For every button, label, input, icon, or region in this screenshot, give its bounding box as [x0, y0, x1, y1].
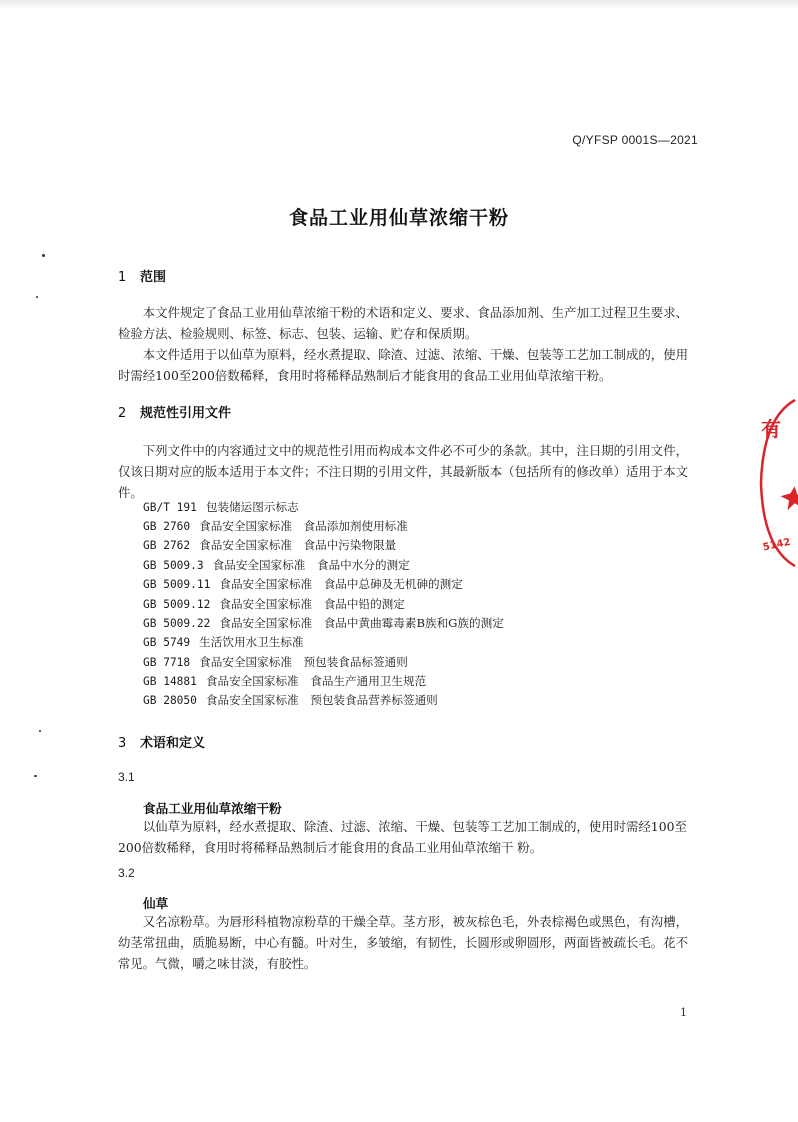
reference-title: 食品安全国家标准 食品中铅的测定: [219, 597, 405, 611]
section-title: 规范性引用文件: [140, 406, 232, 421]
reference-code: GB 2762: [143, 539, 191, 552]
section-1-paragraph-2: 本文件适用于以仙草为原料，经水煮提取、除渣、过滤、浓缩、干燥、包装等工艺加工制成的，使用时需经100至200倍数稀释，食用时将稀释品熟制后才能食用的食品工业用仙草浓缩干粉。: [118, 347, 688, 383]
section-2-heading: [118, 402, 231, 421]
term-number: 3.2: [118, 866, 135, 880]
section-number: 3: [118, 736, 127, 751]
reference-title: 食品安全国家标准 食品中水分的测定: [212, 558, 410, 572]
reference-title: 食品安全国家标准 预包装食品营养标签通则: [205, 693, 438, 707]
section-1-paragraph-1: 本文件规定了食品工业用仙草浓缩干粉的术语和定义、要求、食品添加剂、生产加工过程卫生要求、检验方法、检验规则、标签、标志、包装、运输、贮存和保质期。: [118, 305, 688, 341]
document-title: 食品工业用仙草浓缩干粉: [288, 207, 509, 229]
section-1-heading: [118, 266, 166, 285]
scan-speck: [39, 730, 41, 732]
reference-code: GB 28050: [143, 694, 197, 707]
section-title: 术语和定义: [140, 736, 206, 751]
reference-code: GB 5009.22: [143, 617, 211, 630]
section-number: 1: [118, 270, 127, 285]
reference-item: [143, 518, 408, 535]
reference-item: [143, 576, 463, 593]
reference-title: 食品安全国家标准 食品中污染物限量: [199, 538, 397, 552]
scan-speck: [36, 296, 38, 298]
seal-code: 5142: [762, 536, 792, 554]
reference-item: [143, 537, 396, 554]
reference-item: [143, 692, 438, 709]
reference-title: 食品安全国家标准 食品中总砷及无机砷的测定: [219, 577, 463, 591]
section-3-heading: [118, 732, 205, 751]
reference-title: 包装储运图示标志: [205, 500, 299, 514]
reference-code: GB 5749: [143, 636, 191, 649]
company-seal-stamp: [755, 398, 798, 568]
reference-code: GB 5009.11: [143, 578, 211, 591]
reference-title: 食品安全国家标准 预包装食品标签通则: [199, 655, 408, 669]
section-title: 范围: [140, 270, 167, 285]
reference-item: [143, 615, 504, 632]
reference-title: 食品安全国家标准 食品中黄曲霉毒素B族和G族的测定: [219, 616, 504, 630]
term-name: 食品工业用仙草浓缩干粉: [143, 801, 282, 816]
reference-code: GB 7718: [143, 656, 191, 669]
document-number: Q/YFSP 0001S—2021: [572, 133, 698, 147]
reference-code: GB 5009.3: [143, 559, 204, 572]
reference-item: [143, 673, 426, 690]
term-name: 仙草: [143, 896, 169, 911]
scan-speck: [34, 775, 37, 777]
reference-title: 生活饮用水卫生标准: [199, 635, 304, 649]
reference-code: GB/T 191: [143, 501, 197, 514]
seal-text-top: 有: [761, 417, 781, 441]
reference-item: [143, 557, 410, 574]
reference-code: GB 5009.12: [143, 598, 211, 611]
reference-code: GB 2760: [143, 520, 191, 533]
section-number: 2: [118, 406, 127, 421]
reference-code: GB 14881: [143, 675, 197, 688]
reference-title: 食品安全国家标准 食品添加剂使用标准: [199, 519, 408, 533]
section-2-intro: 下列文件中的内容通过文中的规范性引用而构成本文件必不可少的条款。其中，注日期的引用文件，仅该日期对应的版本适用于本文件；不注日期的引用文件，其最新版本（包括所有的修改单）适用于本文件。: [118, 443, 688, 500]
reference-item: [143, 654, 408, 671]
page-number: 1: [680, 1006, 687, 1019]
scan-speck: [42, 254, 45, 257]
seal-star-icon: [781, 486, 798, 510]
term-number: 3.1: [118, 770, 135, 784]
reference-item: [143, 596, 405, 613]
term-definition: 又名凉粉草。为唇形科植物凉粉草的干燥全草。茎方形，被灰棕色毛，外表棕褐色或黑色，有沟槽，幼茎常扭曲，质脆易断，中心有髓。叶对生，多皱缩，有韧性，长圆形或卵圆形，两面皆被疏长毛。花不常见。气微，嚼之味甘淡，有胶性。: [118, 914, 688, 971]
reference-item: [143, 499, 299, 516]
reference-title: 食品安全国家标准 食品生产通用卫生规范: [205, 674, 427, 688]
reference-item: [143, 634, 304, 651]
scan-edge: [0, 0, 798, 10]
term-definition: 以仙草为原料，经水煮提取、除渣、过滤、浓缩、干燥、包装等工艺加工制成的，使用时需经100至200倍数稀释，食用时将稀释品熟制后才能食用的食品工业用仙草浓缩干 粉。: [118, 819, 687, 855]
